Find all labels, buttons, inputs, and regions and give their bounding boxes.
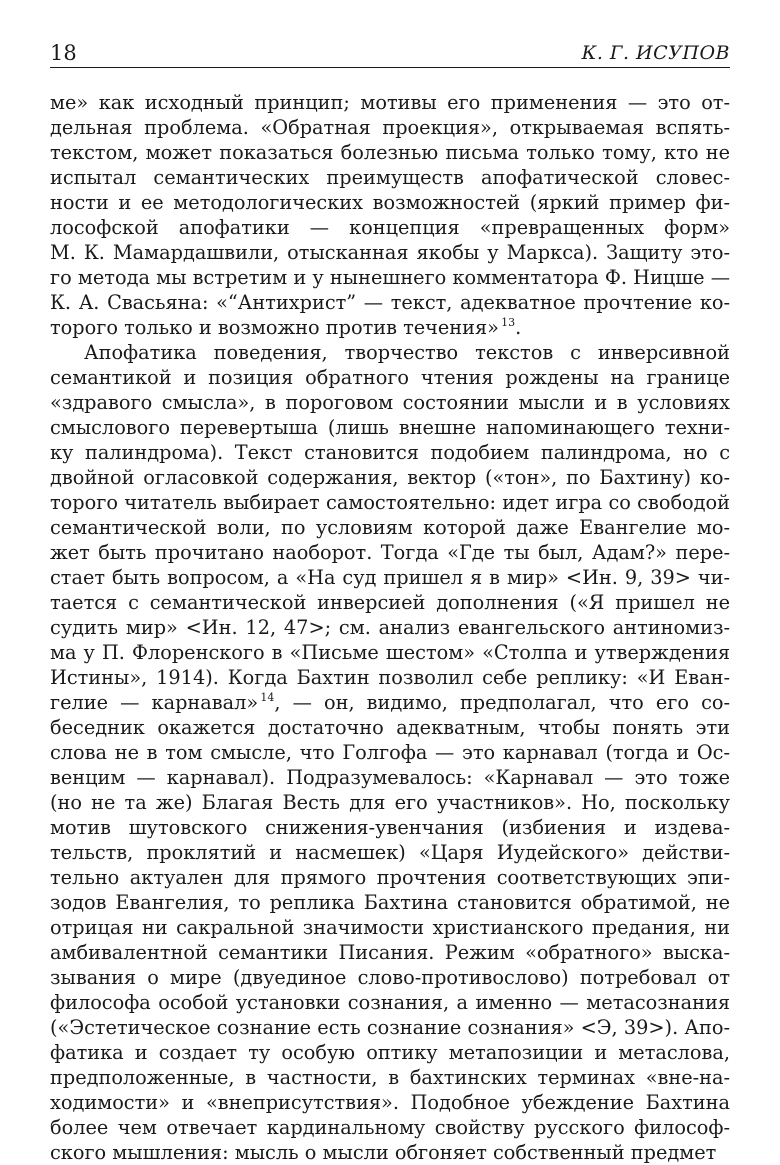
running-head: К. Г. ИСУПОВ (581, 42, 730, 64)
text-line (50, 1090, 730, 1115)
text-line (50, 590, 730, 615)
text-line (50, 190, 730, 215)
line-text: ма у П. Флоренского в «Письме шестом» «Столпа и утверждения (50, 641, 730, 664)
text-line (50, 690, 730, 715)
line-text: более чем отвечает кардинальному свойству русского философ- (50, 1116, 730, 1139)
line-text: лософской апофатики — концепция «превращенных форм» (50, 216, 730, 239)
text-line (50, 915, 730, 940)
line-text: беседник окажется достаточно адекватным, чтобы понять эти (50, 716, 730, 739)
line-text: зывания о мире (двуединое слово-противослово) потребовал от (50, 966, 730, 989)
paragraph-2 (50, 340, 730, 1165)
text-line (50, 90, 730, 115)
text-line (50, 440, 730, 465)
text-line (50, 865, 730, 890)
text-line (50, 565, 730, 590)
line-text: предположенные, в частности, в бахтинских терминах «вне-на- (50, 1066, 730, 1089)
text-line (50, 390, 730, 415)
text-line (50, 940, 730, 965)
text-line (50, 290, 730, 315)
line-text: мотив шутовского снижения-увенчания (избиения и издева- (50, 816, 730, 839)
text-line (50, 140, 730, 165)
text-line (50, 715, 730, 740)
text-line (50, 165, 730, 190)
line-text: го метода мы встретим и у нынешнего комментатора Ф. Ницше — (50, 266, 730, 289)
line-text: торого читатель выбирает самостоятельно: идет игра со свободой (50, 491, 730, 514)
line-text: слова не в том смысле, что Голгофа — это карнавал (тогда и Ос- (50, 741, 730, 764)
line-text: «здравого смысла», в пороговом состоянии мысли и в условиях (50, 391, 730, 414)
line-text: венцим — карнавал). Подразумевалось: «Карнавал — это тоже (50, 766, 730, 789)
text-line (50, 1140, 730, 1165)
line-text: смыслового перевертыша (лишь внешне напоминающего техни- (50, 416, 730, 439)
text-line (50, 765, 730, 790)
line-text: судить мир» <Ин. 12, 47>; см. анализ евангельского антиномиз- (50, 616, 730, 639)
footnote-marker[interactable]: 13 (498, 316, 516, 329)
line-text: ку палиндрома). Текст становится подобием палиндрома, но с (50, 441, 730, 464)
text-line (50, 215, 730, 240)
line-text: философа особой установки сознания, а именно — метасознания (50, 991, 730, 1014)
text-line (50, 790, 730, 815)
paragraph-1 (50, 90, 730, 340)
text-line (50, 265, 730, 290)
line-text: дельная проблема. «Обратная проекция», открываемая вспять- (50, 116, 730, 139)
line-text-continued: , — он, видимо, предполагал, что его со- (274, 691, 730, 714)
line-text: торого только и возможно против течения» (50, 316, 499, 339)
text-line (50, 990, 730, 1015)
text-line (50, 540, 730, 565)
line-text: ме» как исходный принцип; мотивы его применения — это от- (50, 91, 730, 114)
text-line (50, 1065, 730, 1090)
text-line (50, 615, 730, 640)
line-text: двойной огласовкой содержания, вектор («тон», по Бахтину) ко- (50, 466, 730, 489)
text-line (50, 640, 730, 665)
text-line (50, 890, 730, 915)
text-line (50, 1015, 730, 1040)
line-text: ского мышления: мысль о мысли обгоняет собственный предмет (50, 1141, 717, 1164)
line-text: текстом, может показаться болезнью письма только тому, кто не (50, 141, 730, 164)
text-line (50, 515, 730, 540)
line-text: Истины», 1914). Когда Бахтин позволил себе реплику: «И Еван- (50, 666, 730, 689)
text-line (50, 465, 730, 490)
line-text: жет быть прочитано наоборот. Тогда «Где ты был, Адам?» пере- (50, 541, 730, 564)
line-text: фатика и создает ту особую оптику метапозиции и метаслова, (50, 1041, 730, 1064)
line-text: семантикой и позиция обратного чтения рождены на границе (50, 366, 730, 389)
line-text: гелие — карнавал» (50, 691, 259, 714)
line-text: стает быть вопросом, а «На суд пришел я в мир» <Ин. 9, 39> чи- (50, 566, 730, 589)
line-text: тается с семантической инверсией дополнения («Я пришел не (50, 591, 730, 614)
text-line (50, 365, 730, 390)
line-text-continued: . (515, 316, 522, 339)
line-text: ходимости» и «внеприсутствия». Подобное убеждение Бахтина (50, 1091, 730, 1114)
line-text: (но не та же) Благая Весть для его участников». Но, поскольку (50, 791, 730, 814)
text-line (50, 340, 730, 365)
line-text: амбивалентной семантики Писания. Режим «обратного» выска- (50, 941, 730, 964)
page-header (50, 38, 730, 68)
text-line (50, 415, 730, 440)
body-text (50, 90, 730, 1165)
text-line (50, 840, 730, 865)
text-line (50, 490, 730, 515)
text-line (50, 665, 730, 690)
line-text: тельно актуален для прямого прочтения соответствующих эпи- (50, 866, 730, 889)
line-text: семантической воли, по условиям которой даже Евангелие мо- (50, 516, 730, 539)
header-rule (50, 67, 730, 68)
line-text: зодов Евангелия, то реплика Бахтина становится обратимой, не (50, 891, 730, 914)
line-text: тельств, проклятий и насмешек) «Царя Иудейского» действи- (50, 841, 730, 864)
line-text: отрицая ни сакральной значимости христианского предания, ни (50, 916, 730, 939)
footnote-marker[interactable]: 14 (258, 691, 275, 704)
text-line (50, 240, 730, 265)
line-text: («Эстетическое сознание есть сознание сознания» <Э, 39>). Апо- (50, 1016, 730, 1039)
page-number: 18 (50, 41, 77, 65)
text-line (50, 115, 730, 140)
line-text: ности и ее методологических возможностей (яркий пример фи- (50, 191, 730, 214)
line-text: К. А. Свасьяна: «“Антихрист” — текст, адекватное прочтение ко- (50, 291, 730, 314)
text-line (50, 1040, 730, 1065)
line-text: испытал семантических преимуществ апофатической словес- (50, 166, 730, 189)
text-line (50, 740, 730, 765)
text-line (50, 965, 730, 990)
line-text: М. К. Мамардашвили, отысканная якобы у Маркса). Защиту это- (50, 241, 730, 264)
line-text: Апофатика поведения, творчество текстов с инверсивной (84, 341, 730, 364)
text-line (50, 315, 730, 340)
text-line (50, 815, 730, 840)
